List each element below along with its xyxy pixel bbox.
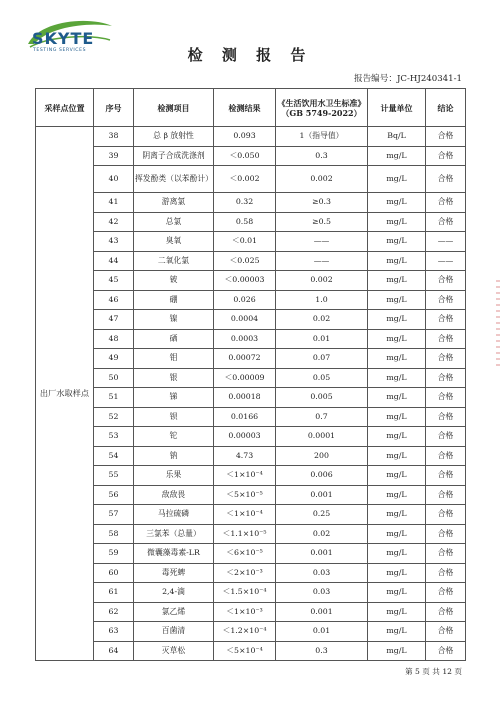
column-header: 《生活饮用水卫生标准》（GB 5749-2022） [276,89,368,127]
table-row [36,146,466,166]
test-item: 敌敌畏 [134,485,214,505]
test-item: 二氧化氯 [134,251,214,271]
standard-limit: 0.25 [276,505,368,525]
test-result: ＜5×10⁻⁵ [214,485,276,505]
table-row [36,193,466,213]
test-result: ＜0.01 [214,232,276,252]
row-number: 45 [94,271,134,291]
conclusion: 合格 [426,193,466,213]
standard-limit: 0.01 [276,622,368,642]
test-result: ＜1×10⁻³ [214,602,276,622]
row-number: 42 [94,212,134,232]
standard-limit: 0.005 [276,388,368,408]
conclusion: 合格 [426,563,466,583]
unit: mg/L [368,349,426,369]
table-row [36,505,466,525]
table-row [36,622,466,642]
row-number: 38 [94,127,134,147]
row-number: 52 [94,407,134,427]
row-number: 48 [94,329,134,349]
test-item: 硼 [134,290,214,310]
unit: mg/L [368,290,426,310]
column-header: 计量单位 [368,89,426,127]
test-item: 镍 [134,310,214,330]
conclusion: 合格 [426,349,466,369]
conclusion: 合格 [426,602,466,622]
conclusion: —— [426,232,466,252]
standard-limit: 0.3 [276,146,368,166]
table-row [36,583,466,603]
row-number: 40 [94,166,134,193]
row-number: 61 [94,583,134,603]
standard-limit: —— [276,232,368,252]
test-item: 灭草松 [134,641,214,661]
conclusion: 合格 [426,368,466,388]
standard-limit: 0.05 [276,368,368,388]
standard-limit: 200 [276,446,368,466]
unit: mg/L [368,271,426,291]
test-result: 0.0003 [214,329,276,349]
conclusion: 合格 [426,524,466,544]
row-number: 44 [94,251,134,271]
table-row [36,232,466,252]
conclusion: 合格 [426,427,466,447]
table-row [36,329,466,349]
unit: mg/L [368,368,426,388]
unit: mg/L [368,505,426,525]
standard-limit: 0.002 [276,166,368,193]
test-item: 总氯 [134,212,214,232]
test-result: 0.093 [214,127,276,147]
logo-text: SKYTE [32,29,95,48]
test-result: 0.0166 [214,407,276,427]
test-item: 毒死蜱 [134,563,214,583]
unit: mg/L [368,329,426,349]
test-result: ＜5×10⁻⁴ [214,641,276,661]
row-number: 59 [94,544,134,564]
test-result: 0.00003 [214,427,276,447]
test-item: 锑 [134,388,214,408]
table-row [36,446,466,466]
row-number: 46 [94,290,134,310]
unit: mg/L [368,446,426,466]
row-number: 39 [94,146,134,166]
test-item: 游离氯 [134,193,214,213]
unit: mg/L [368,193,426,213]
test-result: ＜1.2×10⁻⁴ [214,622,276,642]
standard-limit: ≥0.3 [276,193,368,213]
standard-limit: 0.002 [276,271,368,291]
standard-limit: 0.3 [276,641,368,661]
row-number: 43 [94,232,134,252]
test-item: 臭氧 [134,232,214,252]
standard-limit: 0.7 [276,407,368,427]
conclusion: 合格 [426,310,466,330]
unit: mg/L [368,212,426,232]
standard-limit: 0.001 [276,544,368,564]
test-item: 2,4-滴 [134,583,214,603]
conclusion: 合格 [426,466,466,486]
conclusion: 合格 [426,622,466,642]
standard-limit: 0.02 [276,310,368,330]
standard-limit: 0.001 [276,602,368,622]
standard-limit: 0.03 [276,583,368,603]
unit: mg/L [368,166,426,193]
standard-limit: 0.006 [276,466,368,486]
conclusion: 合格 [426,271,466,291]
table-header-row [36,89,466,127]
row-number: 56 [94,485,134,505]
test-item: 铊 [134,427,214,447]
test-item: 三氯苯（总量） [134,524,214,544]
results-table [35,88,466,661]
page-number: 第 5 页 共 12 页 [405,667,462,676]
conclusion: 合格 [426,146,466,166]
standard-limit: ≥0.5 [276,212,368,232]
table-row [36,485,466,505]
test-result: 0.00072 [214,349,276,369]
test-item: 百菌清 [134,622,214,642]
test-item: 阴离子合成洗涤剂 [134,146,214,166]
unit: mg/L [368,232,426,252]
test-result: 0.58 [214,212,276,232]
unit: Bq/L [368,127,426,147]
unit: mg/L [368,583,426,603]
row-number: 58 [94,524,134,544]
standard-limit: 0.02 [276,524,368,544]
test-result: 0.026 [214,290,276,310]
page-title: 检 测 报 告 [187,46,313,64]
test-result: ＜1×10⁻⁴ [214,505,276,525]
conclusion: —— [426,251,466,271]
row-number: 63 [94,622,134,642]
table-row [36,349,466,369]
standard-limit: 0.001 [276,485,368,505]
conclusion: 合格 [426,212,466,232]
row-number: 62 [94,602,134,622]
row-number: 47 [94,310,134,330]
test-item: 挥发酚类（以苯酚计） [134,166,214,193]
table-row [36,563,466,583]
test-result: ＜0.00009 [214,368,276,388]
test-item: 钼 [134,349,214,369]
unit: mg/L [368,251,426,271]
unit: mg/L [368,407,426,427]
conclusion: 合格 [426,641,466,661]
unit: mg/L [368,602,426,622]
test-result: ＜0.00003 [214,271,276,291]
column-header: 结论 [426,89,466,127]
conclusion: 合格 [426,583,466,603]
test-result: ＜1.5×10⁻⁴ [214,583,276,603]
table-row [36,602,466,622]
test-item: 总 β 放射性 [134,127,214,147]
row-number: 51 [94,388,134,408]
row-number: 54 [94,446,134,466]
conclusion: 合格 [426,388,466,408]
row-number: 55 [94,466,134,486]
table-row [36,271,466,291]
row-number: 57 [94,505,134,525]
conclusion: 合格 [426,127,466,147]
test-result: ＜6×10⁻⁵ [214,544,276,564]
row-number: 53 [94,427,134,447]
table-row [36,641,466,661]
test-result: ＜1×10⁻⁴ [214,466,276,486]
column-header: 序号 [94,89,134,127]
test-item: 银 [134,368,214,388]
test-result: ＜1.1×10⁻⁵ [214,524,276,544]
table-row [36,466,466,486]
test-item: 钡 [134,407,214,427]
unit: mg/L [368,622,426,642]
conclusion: 合格 [426,446,466,466]
test-result: ＜0.025 [214,251,276,271]
table-row [36,368,466,388]
standard-limit: 1（指导值） [276,127,368,147]
standard-limit: —— [276,251,368,271]
conclusion: 合格 [426,407,466,427]
report-number: 报告编号：JC-HJ240341-1 [353,74,462,84]
seal-edge-mark [496,280,500,370]
conclusion: 合格 [426,166,466,193]
sampling-location: 出厂水取样点 [36,127,94,661]
standard-limit: 0.0001 [276,427,368,447]
test-result: 0.32 [214,193,276,213]
unit: mg/L [368,388,426,408]
column-header: 采样点位置 [36,89,94,127]
test-item: 乐果 [134,466,214,486]
test-result: ＜2×10⁻³ [214,563,276,583]
unit: mg/L [368,524,426,544]
row-number: 49 [94,349,134,369]
standard-limit: 0.07 [276,349,368,369]
table-row [36,388,466,408]
table-row [36,212,466,232]
unit: mg/L [368,427,426,447]
conclusion: 合格 [426,290,466,310]
unit: mg/L [368,485,426,505]
test-result: 0.0004 [214,310,276,330]
table-row [36,407,466,427]
test-result: 0.00018 [214,388,276,408]
row-number: 41 [94,193,134,213]
table-row [36,544,466,564]
conclusion: 合格 [426,329,466,349]
unit: mg/L [368,544,426,564]
standard-limit: 0.01 [276,329,368,349]
table-row [36,251,466,271]
conclusion: 合格 [426,505,466,525]
row-number: 64 [94,641,134,661]
table-row [36,427,466,447]
test-result: 4.73 [214,446,276,466]
row-number: 60 [94,563,134,583]
unit: mg/L [368,641,426,661]
column-header: 检测项目 [134,89,214,127]
test-item: 微囊藻毒素-LR [134,544,214,564]
unit: mg/L [368,310,426,330]
conclusion: 合格 [426,485,466,505]
row-number: 50 [94,368,134,388]
test-result: ＜0.050 [214,146,276,166]
unit: mg/L [368,146,426,166]
test-item: 钠 [134,446,214,466]
standard-limit: 0.03 [276,563,368,583]
table-row [36,524,466,544]
table-row [36,290,466,310]
logo-subtitle: TESTING SERVICES [33,48,87,53]
conclusion: 合格 [426,544,466,564]
table-row [36,127,466,147]
unit: mg/L [368,563,426,583]
column-header: 检测结果 [214,89,276,127]
table-row [36,310,466,330]
test-item: 氯乙烯 [134,602,214,622]
test-item: 硒 [134,329,214,349]
test-item: 马拉硫磷 [134,505,214,525]
test-item: 铍 [134,271,214,291]
test-result: ＜0.002 [214,166,276,193]
standard-limit: 1.0 [276,290,368,310]
table-row [36,166,466,193]
unit: mg/L [368,466,426,486]
